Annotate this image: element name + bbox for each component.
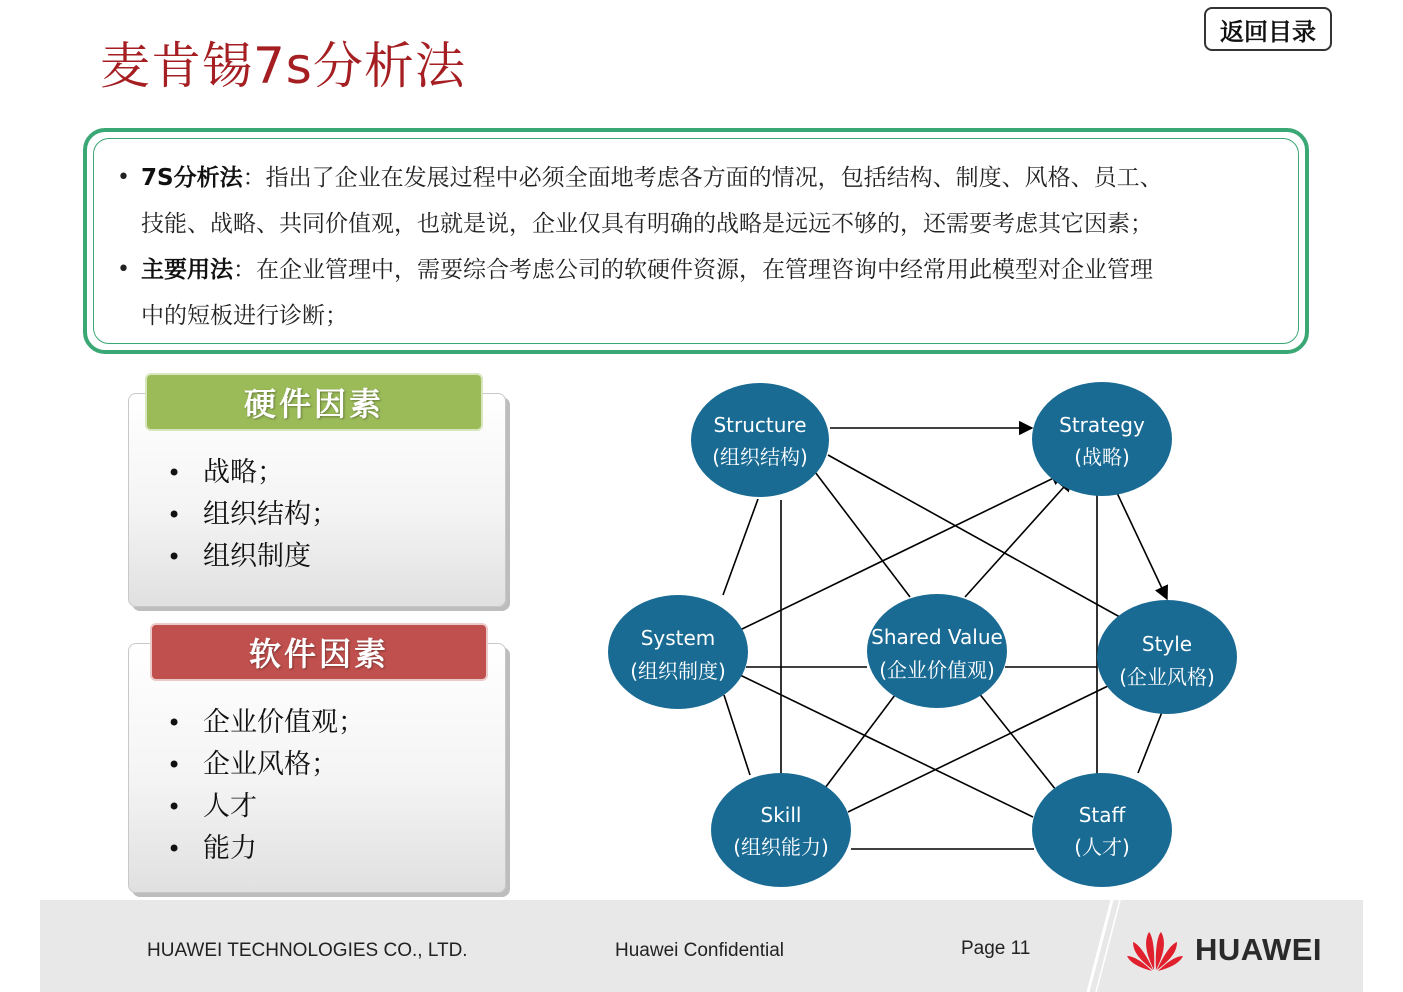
connector-line <box>978 692 1056 790</box>
node-label-zh: (战略) <box>1074 445 1130 469</box>
node-shared-value <box>867 594 1007 708</box>
footer-confidential: Huawei Confidential <box>615 940 784 961</box>
node-label-en: Staff <box>1078 803 1126 827</box>
huawei-logo <box>1125 926 1322 974</box>
intro-separator: ： <box>242 165 266 191</box>
list-item: • 组织结构； <box>167 494 338 536</box>
intro-label: 主要用法 <box>141 257 233 283</box>
connector-line <box>825 695 895 788</box>
node-label-en: Shared Value <box>871 625 1003 649</box>
node-skill <box>711 773 851 887</box>
list-item: • 战略； <box>167 452 338 494</box>
node-style <box>1097 600 1237 714</box>
intro-point-1 <box>117 155 1291 247</box>
software-factors-list <box>167 702 365 870</box>
intro-text-continued: 技能、战略、共同价值观，也就是说，企业仅具有明确的战略是远远不够的，还需要考虑其它因素； <box>141 211 1153 237</box>
connector-line <box>724 695 750 775</box>
node-label-zh: (组织能力) <box>733 835 829 859</box>
connector-line <box>723 499 758 595</box>
connector-line <box>1138 712 1162 773</box>
node-system <box>608 595 748 709</box>
connector-line <box>812 468 910 597</box>
list-item: • 企业价值观； <box>167 702 365 744</box>
connector-line <box>1110 478 1167 599</box>
logo-text: HUAWEI <box>1195 932 1322 967</box>
seven-s-diagram <box>600 375 1250 895</box>
hardware-factors-header: 硬件因素 <box>145 373 483 431</box>
node-label-zh: (人才) <box>1074 835 1130 859</box>
footer-company: HUAWEI TECHNOLOGIES CO., LTD. <box>147 940 468 961</box>
node-label-en: Strategy <box>1059 413 1145 437</box>
node-label-zh: (企业风格) <box>1119 665 1215 689</box>
bullet-icon: • <box>117 165 130 190</box>
intro-box <box>83 128 1309 354</box>
node-strategy <box>1032 382 1172 496</box>
page-title: 麦肯锡7s分析法 <box>100 37 466 95</box>
list-item: • 组织制度 <box>167 536 338 578</box>
intro-text: 在企业管理中，需要综合考虑公司的软硬件资源，在管理咨询中经常用此模型对企业管理 <box>256 257 1153 283</box>
node-label-en: System <box>640 626 716 650</box>
intro-separator: ： <box>233 257 256 283</box>
bullet-icon: • <box>117 257 130 282</box>
back-to-contents-button[interactable]: 返回目录 <box>1204 7 1332 51</box>
list-item: • 企业风格； <box>167 744 365 786</box>
page-number: Page 11 <box>961 938 1031 959</box>
intro-point-2 <box>117 247 1291 339</box>
node-label-en: Structure <box>713 413 807 437</box>
node-label-en: Style <box>1141 632 1193 656</box>
node-label-zh: (企业价值观) <box>879 658 995 682</box>
intro-text: 指出了企业在发展过程中必须全面地考虑各方面的情况，包括结构、制度、风格、员工、 <box>265 165 1163 191</box>
node-structure <box>691 383 829 497</box>
node-label-zh: (组织制度) <box>630 659 726 683</box>
node-staff <box>1032 773 1172 887</box>
hardware-factors-panel <box>128 385 506 607</box>
huawei-flower-icon <box>1125 926 1185 974</box>
node-label-en: Skill <box>760 803 802 827</box>
intro-text-continued: 中的短板进行诊断； <box>141 303 348 329</box>
software-factors-panel <box>128 635 506 893</box>
software-factors-header: 软件因素 <box>150 623 488 681</box>
intro-label: 7S分析法 <box>141 165 243 191</box>
node-label-zh: (组织结构) <box>712 445 808 469</box>
list-item: • 能力 <box>167 828 365 870</box>
hardware-factors-list <box>167 452 338 578</box>
list-item: • 人才 <box>167 786 365 828</box>
